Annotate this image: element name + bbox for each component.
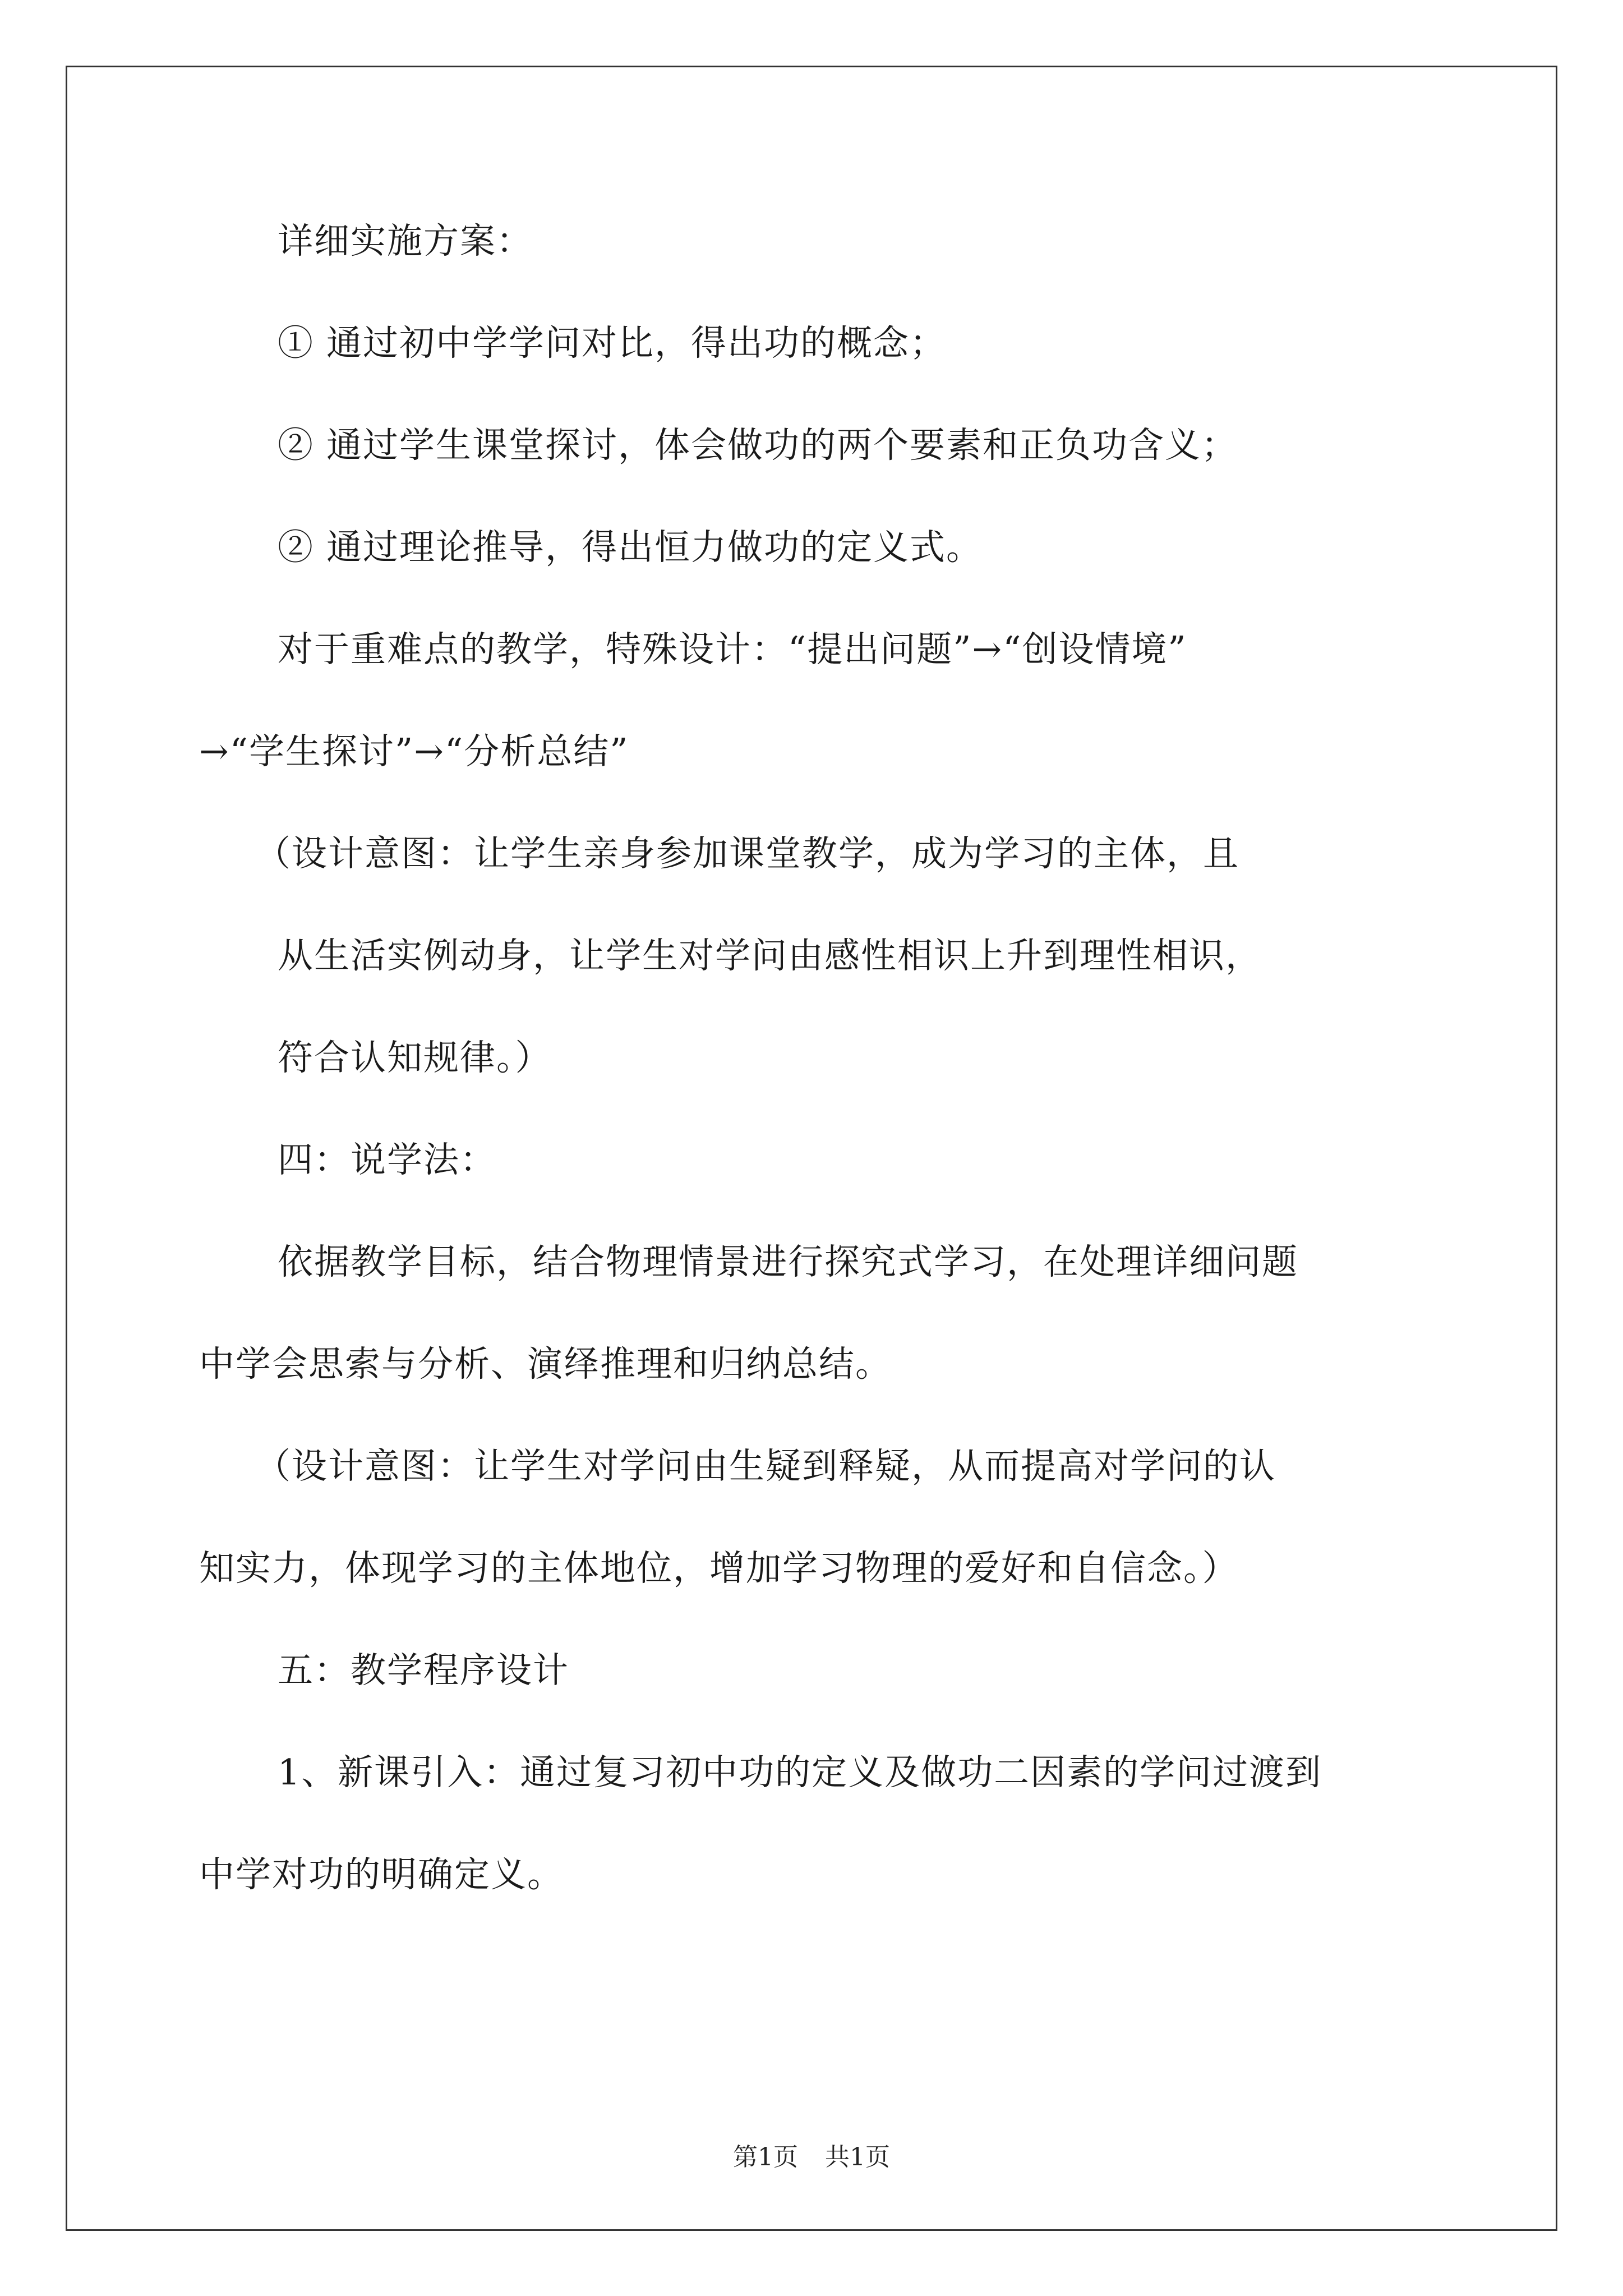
page-footer bbox=[0, 2142, 1623, 2173]
list-item-line: ① 通过初中学学问对比，得出功的概念； bbox=[278, 323, 947, 364]
section-heading: 四：说学法： bbox=[278, 1139, 496, 1180]
paragraph-line: 知实力，体现学习的主体地位，增加学习物理的爱好和自信念。） bbox=[199, 1548, 1239, 1589]
paragraph-line: 详细实施方案： bbox=[278, 220, 533, 261]
paragraph-line: 中学会思索与分析、演绎推理和归纳总结。 bbox=[199, 1343, 892, 1384]
paragraph-line: 中学对功的明确定义。 bbox=[199, 1854, 564, 1895]
list-item-line: ② 通过学生课堂探讨，体会做功的两个要素和正负功含义； bbox=[278, 425, 1238, 466]
paragraph-line: 对于重难点的教学，特殊设计：“提出问题”→“创设情境” bbox=[278, 629, 1187, 670]
list-item-line: ② 通过理论推导，得出恒力做功的定义式。 bbox=[278, 527, 983, 568]
paragraph-line: →“学生探讨”→“分析总结” bbox=[199, 731, 629, 772]
paragraph-line: （设计意图：让学生对学问由生疑到释疑，从而提高对学问的认 bbox=[255, 1446, 1276, 1487]
paragraph-line: 符合认知规律。） bbox=[278, 1037, 552, 1078]
page-number-current: 第1页 bbox=[733, 2143, 798, 2171]
paragraph-line: 依据教学目标，结合物理情景进行探究式学习，在处理详细问题 bbox=[278, 1241, 1298, 1282]
section-heading: 五：教学程序设计 bbox=[278, 1650, 569, 1691]
paragraph-line: 从生活实例动身，让学生对学问由感性相识上升到理性相识， bbox=[278, 935, 1262, 976]
paragraph-line: 1、新课引入：通过复习初中功的定义及做功二因素的学问过渡到 bbox=[278, 1752, 1322, 1793]
paragraph-line: （设计意图：让学生亲身参加课堂教学，成为学习的主体，且 bbox=[255, 833, 1239, 874]
page-number-total: 共1页 bbox=[825, 2143, 890, 2171]
